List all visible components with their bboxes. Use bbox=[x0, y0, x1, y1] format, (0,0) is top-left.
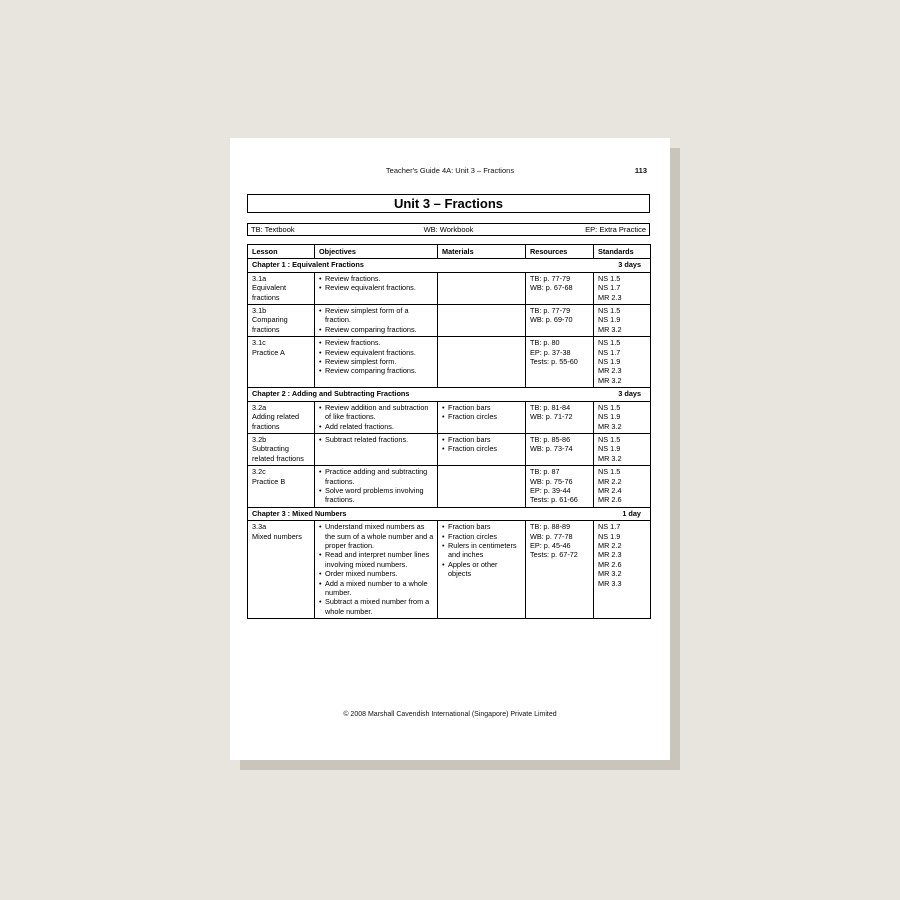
lesson-row bbox=[248, 521, 651, 619]
objective-item: • Add related fractions. bbox=[319, 422, 434, 431]
resource-item: WB: p. 73-74 bbox=[530, 444, 573, 454]
materials-cell bbox=[438, 337, 526, 388]
standard-item: MR 2.3 bbox=[598, 366, 622, 376]
standards-cell bbox=[594, 521, 651, 619]
standards-cell bbox=[594, 305, 651, 337]
standard-item: NS 1.9 bbox=[598, 444, 621, 454]
lesson-id: 3.3a bbox=[252, 522, 267, 532]
chapter-row bbox=[248, 259, 651, 272]
material-item: • Fraction circles bbox=[442, 532, 522, 541]
chapter-title: Chapter 1 : Equivalent Fractions bbox=[252, 260, 364, 270]
material-item: • Fraction circles bbox=[442, 444, 522, 453]
standard-item: MR 3.2 bbox=[598, 453, 622, 463]
lesson-cell bbox=[248, 272, 315, 304]
resources-cell bbox=[526, 305, 594, 337]
resource-item: TB: p. 80 bbox=[530, 338, 560, 348]
objective-item: • Practice adding and subtracting fractions. bbox=[319, 467, 434, 486]
lesson-id: 3.1c bbox=[252, 338, 266, 348]
resources-cell bbox=[526, 521, 594, 619]
chapter-title: Chapter 2 : Adding and Subtracting Fractions bbox=[252, 389, 410, 399]
objectives-cell bbox=[315, 466, 438, 508]
material-item: • Fraction circles bbox=[442, 412, 522, 421]
standard-item: MR 2.2 bbox=[598, 476, 622, 486]
unit-title: Unit 3 – Fractions bbox=[247, 194, 650, 213]
materials-cell bbox=[438, 466, 526, 508]
resource-item: WB: p. 69-70 bbox=[530, 315, 573, 325]
resource-item: TB: p. 87 bbox=[530, 467, 560, 477]
table-header-row bbox=[248, 245, 651, 259]
lesson-name: Comparing fractions bbox=[252, 315, 288, 334]
material-item: • Fraction bars bbox=[442, 435, 522, 444]
objectives-cell-list bbox=[319, 274, 434, 293]
materials-cell bbox=[438, 272, 526, 304]
lesson-cell bbox=[248, 305, 315, 337]
resource-item: WB: p. 75-76 bbox=[530, 476, 573, 486]
resource-item: TB: p. 88-89 bbox=[530, 522, 571, 532]
lesson-row bbox=[248, 305, 651, 337]
column-header-lesson: Lesson bbox=[248, 245, 315, 259]
materials-cell bbox=[438, 401, 526, 433]
standard-item: NS 1.5 bbox=[598, 402, 621, 412]
material-item: • Apples or other objects bbox=[442, 560, 522, 579]
objective-item: • Review fractions. bbox=[319, 338, 434, 347]
objective-item: • Review equivalent fractions. bbox=[319, 283, 434, 292]
objectives-cell-list bbox=[319, 306, 434, 334]
objective-item: • Subtract a mixed number from a whole number. bbox=[319, 597, 434, 616]
lesson-name: Practice B bbox=[252, 476, 286, 486]
materials-cell bbox=[438, 305, 526, 337]
standard-item: NS 1.5 bbox=[598, 434, 621, 444]
standards-cell bbox=[594, 466, 651, 508]
lesson-row bbox=[248, 401, 651, 433]
table-body bbox=[248, 259, 651, 619]
lesson-id: 3.2c bbox=[252, 467, 266, 477]
resource-item: Tests: p. 67-72 bbox=[530, 550, 578, 560]
chapter-cell bbox=[248, 507, 651, 520]
objectives-cell-list bbox=[319, 467, 434, 505]
lesson-cell bbox=[248, 433, 315, 465]
resource-item: TB: p. 85-86 bbox=[530, 434, 571, 444]
resources-cell bbox=[526, 466, 594, 508]
standard-item: NS 1.9 bbox=[598, 412, 621, 422]
resource-item: WB: p. 77-78 bbox=[530, 531, 573, 541]
chapter-days: 3 days bbox=[618, 260, 641, 270]
materials-cell-list bbox=[442, 435, 522, 454]
lesson-name: Mixed numbers bbox=[252, 531, 302, 541]
resources-cell bbox=[526, 401, 594, 433]
material-item: • Fraction bars bbox=[442, 403, 522, 412]
resource-item: EP: p. 39-44 bbox=[530, 485, 571, 495]
standard-item: MR 2.3 bbox=[598, 292, 622, 302]
column-header-objectives: Objectives bbox=[315, 245, 438, 259]
standard-item: MR 3.2 bbox=[598, 569, 622, 579]
objectives-cell bbox=[315, 401, 438, 433]
chapter-cell bbox=[248, 388, 651, 401]
objective-item: • Review comparing fractions. bbox=[319, 325, 434, 334]
standard-item: NS 1.5 bbox=[598, 467, 621, 477]
document-page bbox=[230, 138, 670, 760]
resource-item: EP: p. 45-46 bbox=[530, 540, 571, 550]
objectives-cell bbox=[315, 272, 438, 304]
objective-item: • Review simplest form of a fraction. bbox=[319, 306, 434, 325]
chapter-row bbox=[248, 507, 651, 520]
lesson-row bbox=[248, 466, 651, 508]
legend-extra-practice: EP: Extra Practice bbox=[585, 225, 646, 234]
lesson-name: Subtracting related fractions bbox=[252, 444, 304, 463]
lesson-id: 3.2b bbox=[252, 434, 267, 444]
chapter-days: 3 days bbox=[618, 389, 641, 399]
resources-cell bbox=[526, 433, 594, 465]
standard-item: MR 3.3 bbox=[598, 578, 622, 588]
standard-item: MR 3.2 bbox=[598, 375, 622, 385]
column-header-standards: Standards bbox=[594, 245, 651, 259]
lesson-plan-table bbox=[247, 244, 651, 619]
objective-item: • Order mixed numbers. bbox=[319, 569, 434, 578]
copyright-footer: © 2008 Marshall Cavendish International (Singapore) Private Limited bbox=[343, 711, 557, 718]
materials-cell bbox=[438, 521, 526, 619]
objective-item: • Solve word problems involving fractions. bbox=[319, 486, 434, 505]
objective-item: • Review comparing fractions. bbox=[319, 366, 434, 375]
objective-item: • Review equivalent fractions. bbox=[319, 348, 434, 357]
abbreviation-legend bbox=[247, 223, 650, 236]
resource-item: TB: p. 77-79 bbox=[530, 306, 571, 316]
standards-cell bbox=[594, 401, 651, 433]
lesson-id: 3.2a bbox=[252, 402, 267, 412]
standard-item: NS 1.9 bbox=[598, 357, 621, 367]
lesson-name: Practice A bbox=[252, 347, 285, 357]
running-title: Teacher's Guide 4A: Unit 3 – Fractions bbox=[385, 166, 515, 175]
lesson-id: 3.1a bbox=[252, 273, 267, 283]
standards-cell bbox=[594, 337, 651, 388]
lesson-cell bbox=[248, 521, 315, 619]
resource-item: TB: p. 77-79 bbox=[530, 273, 571, 283]
materials-cell-list bbox=[442, 403, 522, 422]
standard-item: NS 1.9 bbox=[598, 531, 621, 541]
objectives-cell bbox=[315, 305, 438, 337]
resource-item: WB: p. 67-68 bbox=[530, 283, 573, 293]
standard-item: MR 3.2 bbox=[598, 324, 622, 334]
standards-cell bbox=[594, 272, 651, 304]
standard-item: MR 2.4 bbox=[598, 485, 622, 495]
lesson-row bbox=[248, 272, 651, 304]
legend-textbook: TB: Textbook bbox=[251, 225, 295, 234]
standard-item: NS 1.7 bbox=[598, 283, 621, 293]
lesson-row bbox=[248, 337, 651, 388]
objective-item: • Review addition and subtraction of like fractions. bbox=[319, 403, 434, 422]
standard-item: NS 1.7 bbox=[598, 347, 621, 357]
materials-cell bbox=[438, 433, 526, 465]
standard-item: NS 1.7 bbox=[598, 522, 621, 532]
resource-item: Tests: p. 55-60 bbox=[530, 357, 578, 367]
standard-item: NS 1.5 bbox=[598, 273, 621, 283]
resources-cell bbox=[526, 337, 594, 388]
standard-item: NS 1.9 bbox=[598, 315, 621, 325]
legend-workbook: WB: Workbook bbox=[423, 225, 474, 234]
objectives-cell-list bbox=[319, 522, 434, 616]
chapter-row bbox=[248, 388, 651, 401]
material-item: • Rulers in centimeters and inches bbox=[442, 541, 522, 560]
objective-item: • Review fractions. bbox=[319, 274, 434, 283]
lesson-cell bbox=[248, 401, 315, 433]
resource-item: TB: p. 81-84 bbox=[530, 402, 571, 412]
lesson-cell bbox=[248, 466, 315, 508]
chapter-cell bbox=[248, 259, 651, 272]
standard-item: MR 2.2 bbox=[598, 540, 622, 550]
column-header-resources: Resources bbox=[526, 245, 594, 259]
objective-item: • Add a mixed number to a whole number. bbox=[319, 579, 434, 598]
objectives-cell-list bbox=[319, 435, 434, 444]
resource-item: Tests: p. 61-66 bbox=[530, 495, 578, 505]
resource-item: EP: p. 37-38 bbox=[530, 347, 571, 357]
chapter-days: 1 day bbox=[622, 508, 641, 518]
standard-item: MR 3.2 bbox=[598, 421, 622, 431]
standard-item: NS 1.5 bbox=[598, 338, 621, 348]
lesson-name: Equivalent fractions bbox=[252, 283, 287, 302]
standard-item: MR 2.3 bbox=[598, 550, 622, 560]
objective-item: • Read and interpret number lines involving mixed numbers. bbox=[319, 550, 434, 569]
objectives-cell-list bbox=[319, 403, 434, 431]
objective-item: • Understand mixed numbers as the sum of a whole number and a proper fraction. bbox=[319, 522, 434, 550]
objectives-cell bbox=[315, 337, 438, 388]
objective-item: • Subtract related fractions. bbox=[319, 435, 434, 444]
materials-cell-list bbox=[442, 522, 522, 578]
standards-cell bbox=[594, 433, 651, 465]
objectives-cell bbox=[315, 433, 438, 465]
objectives-cell bbox=[315, 521, 438, 619]
material-item: • Fraction bars bbox=[442, 522, 522, 531]
objectives-cell-list bbox=[319, 338, 434, 376]
standard-item: MR 2.6 bbox=[598, 559, 622, 569]
objective-item: • Review simplest form. bbox=[319, 357, 434, 366]
lesson-row bbox=[248, 433, 651, 465]
lesson-cell bbox=[248, 337, 315, 388]
standard-item: NS 1.5 bbox=[598, 306, 621, 316]
chapter-title: Chapter 3 : Mixed Numbers bbox=[252, 508, 347, 518]
lesson-id: 3.1b bbox=[252, 306, 267, 316]
resource-item: WB: p. 71-72 bbox=[530, 412, 573, 422]
lesson-name: Adding related fractions bbox=[252, 412, 300, 431]
column-header-materials: Materials bbox=[438, 245, 526, 259]
resources-cell bbox=[526, 272, 594, 304]
standard-item: MR 2.6 bbox=[598, 495, 622, 505]
page-number: 113 bbox=[634, 166, 647, 175]
